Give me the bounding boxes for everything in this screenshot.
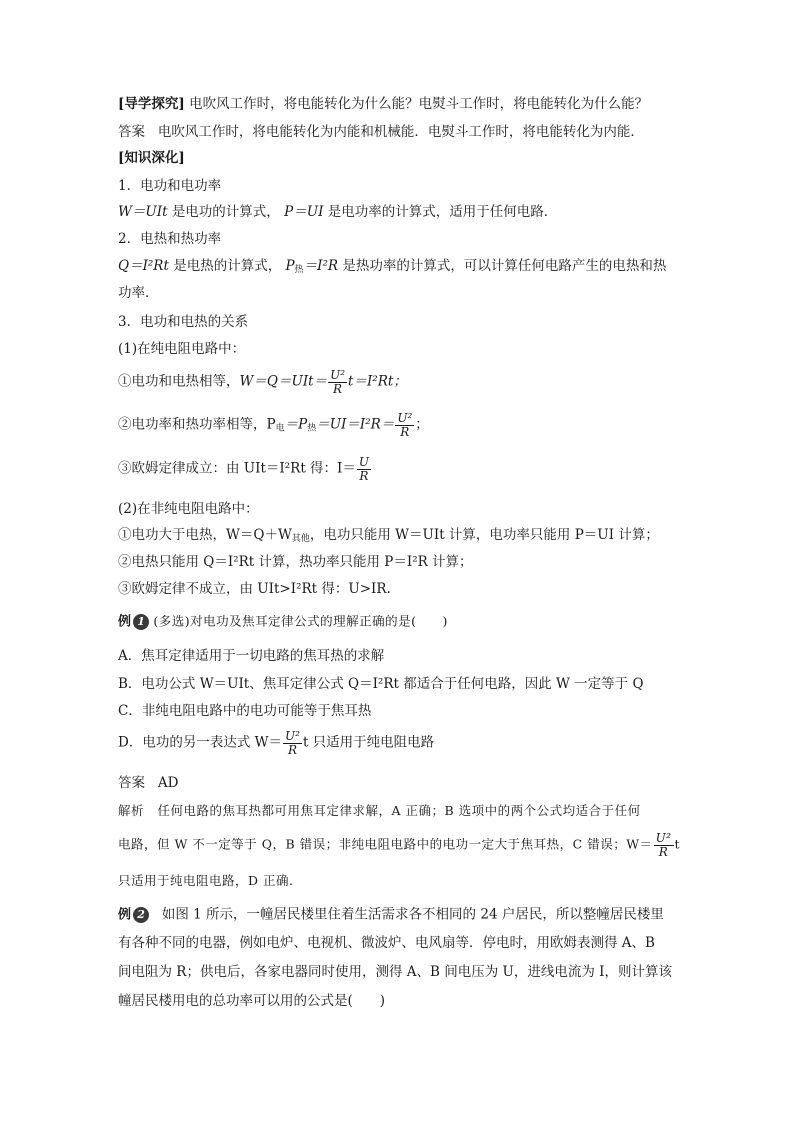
text: 是电功的计算式， — [171, 204, 280, 220]
analysis-line-3: 只适用于纯电阻电路，D 正确. — [118, 873, 294, 888]
example-label: 例 — [118, 614, 132, 630]
fraction — [654, 832, 674, 858]
denominator: R — [400, 424, 410, 439]
fraction — [328, 369, 347, 395]
question-stem: (多选)对电功及焦耳定律公式的理解正确的是( ) — [153, 613, 448, 629]
analysis-label: 解析 — [118, 803, 145, 818]
text: ； — [415, 416, 429, 433]
non-pure-b: ②电热只能用 Q＝I²Rt 计算，热功率只能用 P＝I²R 计算； — [118, 554, 473, 570]
option-d — [118, 730, 434, 756]
numerator: U² — [397, 411, 413, 425]
option-b: B．电功公式 W＝UIt、焦耳定律公式 Q＝I²Rt 都适合于任何电路，因此 W 一定等于 Q — [118, 676, 644, 692]
text: ②电功率和热功率相等，P — [118, 416, 276, 433]
analysis-text: 任何电路的焦耳热都可用焦耳定律求解，A 正确；B 选项中的两个公式均适合于任何 — [157, 803, 641, 818]
text: 是电热的计算式， — [173, 258, 282, 274]
text: D．电功的另一表达式 W＝ — [118, 734, 282, 751]
formula: t＝I²Rt； — [348, 373, 407, 390]
example-2-line-4: 幢居民楼用电的总功率可以用的公式是( ) — [118, 993, 386, 1009]
option-a: A．焦耳定律适用于一切电路的焦耳热的求解 — [118, 648, 385, 664]
pure-resistance-b — [118, 412, 429, 438]
section-1-title: 1．电功和电功率 — [118, 178, 222, 194]
section-1-text — [118, 206, 557, 220]
subscript: 热 — [307, 423, 317, 434]
guided-inquiry-question — [118, 98, 648, 112]
non-pure-a — [118, 529, 659, 544]
text: ①电功大于电热，W＝Q＋W — [118, 527, 292, 543]
fraction — [283, 730, 302, 756]
knowledge-tag: [知识深化] — [118, 150, 185, 166]
example-1-stem — [118, 614, 448, 630]
denominator: R — [658, 844, 669, 859]
formula-work: W＝UIt — [118, 204, 168, 220]
formula: ＝P — [284, 416, 308, 433]
example-2-line-2: 有各种不同的电器，例如电炉、电视机、微波炉、电风扇等．停电时，用欧姆表测得 A、B — [118, 935, 655, 951]
analysis-text: 电路，但 W 不一定等于 Q，B 错误；非纯电阻电路中的电功一定大于焦耳热，C 错误；W＝ — [118, 836, 653, 852]
non-pure-c: ③欧姆定律不成立，由 UIt>I²Rt 得：U>IR. — [118, 581, 391, 597]
example-2-line-1 — [118, 907, 664, 923]
example-number-badge: 1 — [133, 614, 149, 630]
option-c: C．非纯电阻电路中的电功可能等于焦耳热 — [118, 703, 372, 719]
formula-heat: Q＝I²Rt — [118, 258, 169, 274]
fraction — [357, 456, 371, 482]
pure-resistance-c — [118, 456, 372, 482]
numerator: U — [358, 455, 370, 469]
analysis-line-2 — [118, 832, 680, 858]
text: ③欧姆定律成立：由 UIt＝I²Rt 得：I＝ — [118, 460, 356, 477]
answer-label: 答案 — [118, 775, 145, 791]
pure-resistance-a — [118, 369, 407, 395]
numerator: U² — [285, 729, 300, 743]
formula-p: P — [285, 258, 295, 274]
question-text: 如图 1 所示，一幢居民楼里住着生活需求各不相同的 24 户居民，所以整幢居民楼里 — [161, 906, 664, 923]
analysis-line-1 — [118, 805, 641, 818]
answer-text: AD — [157, 775, 179, 791]
subscript: 其他 — [291, 534, 310, 544]
numerator: U² — [330, 368, 346, 382]
section-2-text — [118, 260, 666, 275]
denominator: R — [359, 468, 369, 483]
denominator: R — [287, 742, 297, 757]
answer-text: 电吹风工作时，将电能转化为内能和机械能．电熨斗工作时，将电能转化为内能． — [157, 124, 644, 140]
numerator: U² — [655, 831, 672, 845]
text: ①电功和电热相等， — [118, 373, 240, 390]
section-2-title: 2．电热和热功率 — [118, 231, 222, 247]
guided-inquiry-answer — [118, 126, 644, 140]
text: ，电功只能用 W＝UIt 计算，电功率只能用 P＝UI 计算； — [309, 527, 659, 543]
non-pure-title: (2)在非纯电阻电路中： — [118, 501, 259, 517]
section-3-title: 3．电功和电热的关系 — [118, 314, 249, 330]
formula: ＝UI＝I²R＝ — [316, 416, 395, 433]
text: 是电功率的计算式，适用于任何电路． — [327, 204, 558, 220]
pure-resistance-title: (1)在纯电阻电路中： — [118, 341, 246, 357]
section-2-text-cont: 功率． — [118, 285, 159, 301]
text: t 只适用于纯电阻电路 — [302, 734, 435, 751]
guided-inquiry-tag: [导学探究] — [118, 96, 185, 112]
text: 是热功率的计算式，可以计算任何电路产生的电热和热 — [342, 258, 667, 274]
denominator: R — [333, 381, 343, 396]
analysis-text: t — [674, 836, 681, 852]
fraction — [395, 412, 414, 438]
formula-heat-power: ＝I²R — [303, 258, 339, 274]
example-number-badge: 2 — [133, 907, 149, 923]
answer-label: 答案 — [118, 124, 145, 140]
formula: W＝Q＝UIt＝ — [239, 373, 328, 390]
guided-inquiry-text: 电吹风工作时，将电能转化为什么能？电熨斗工作时，将电能转化为什么能？ — [189, 96, 649, 112]
subscript: 热 — [294, 265, 304, 275]
example-1-answer — [118, 777, 178, 791]
example-2-line-3: 间电阻为 R；供电后，各家电器同时使用，测得 A、B 间电压为 U，进线电流为 I，则计算该 — [118, 964, 672, 980]
subscript: 电 — [275, 423, 285, 434]
formula-power: P＝UI — [284, 204, 324, 220]
example-label: 例 — [118, 907, 132, 923]
